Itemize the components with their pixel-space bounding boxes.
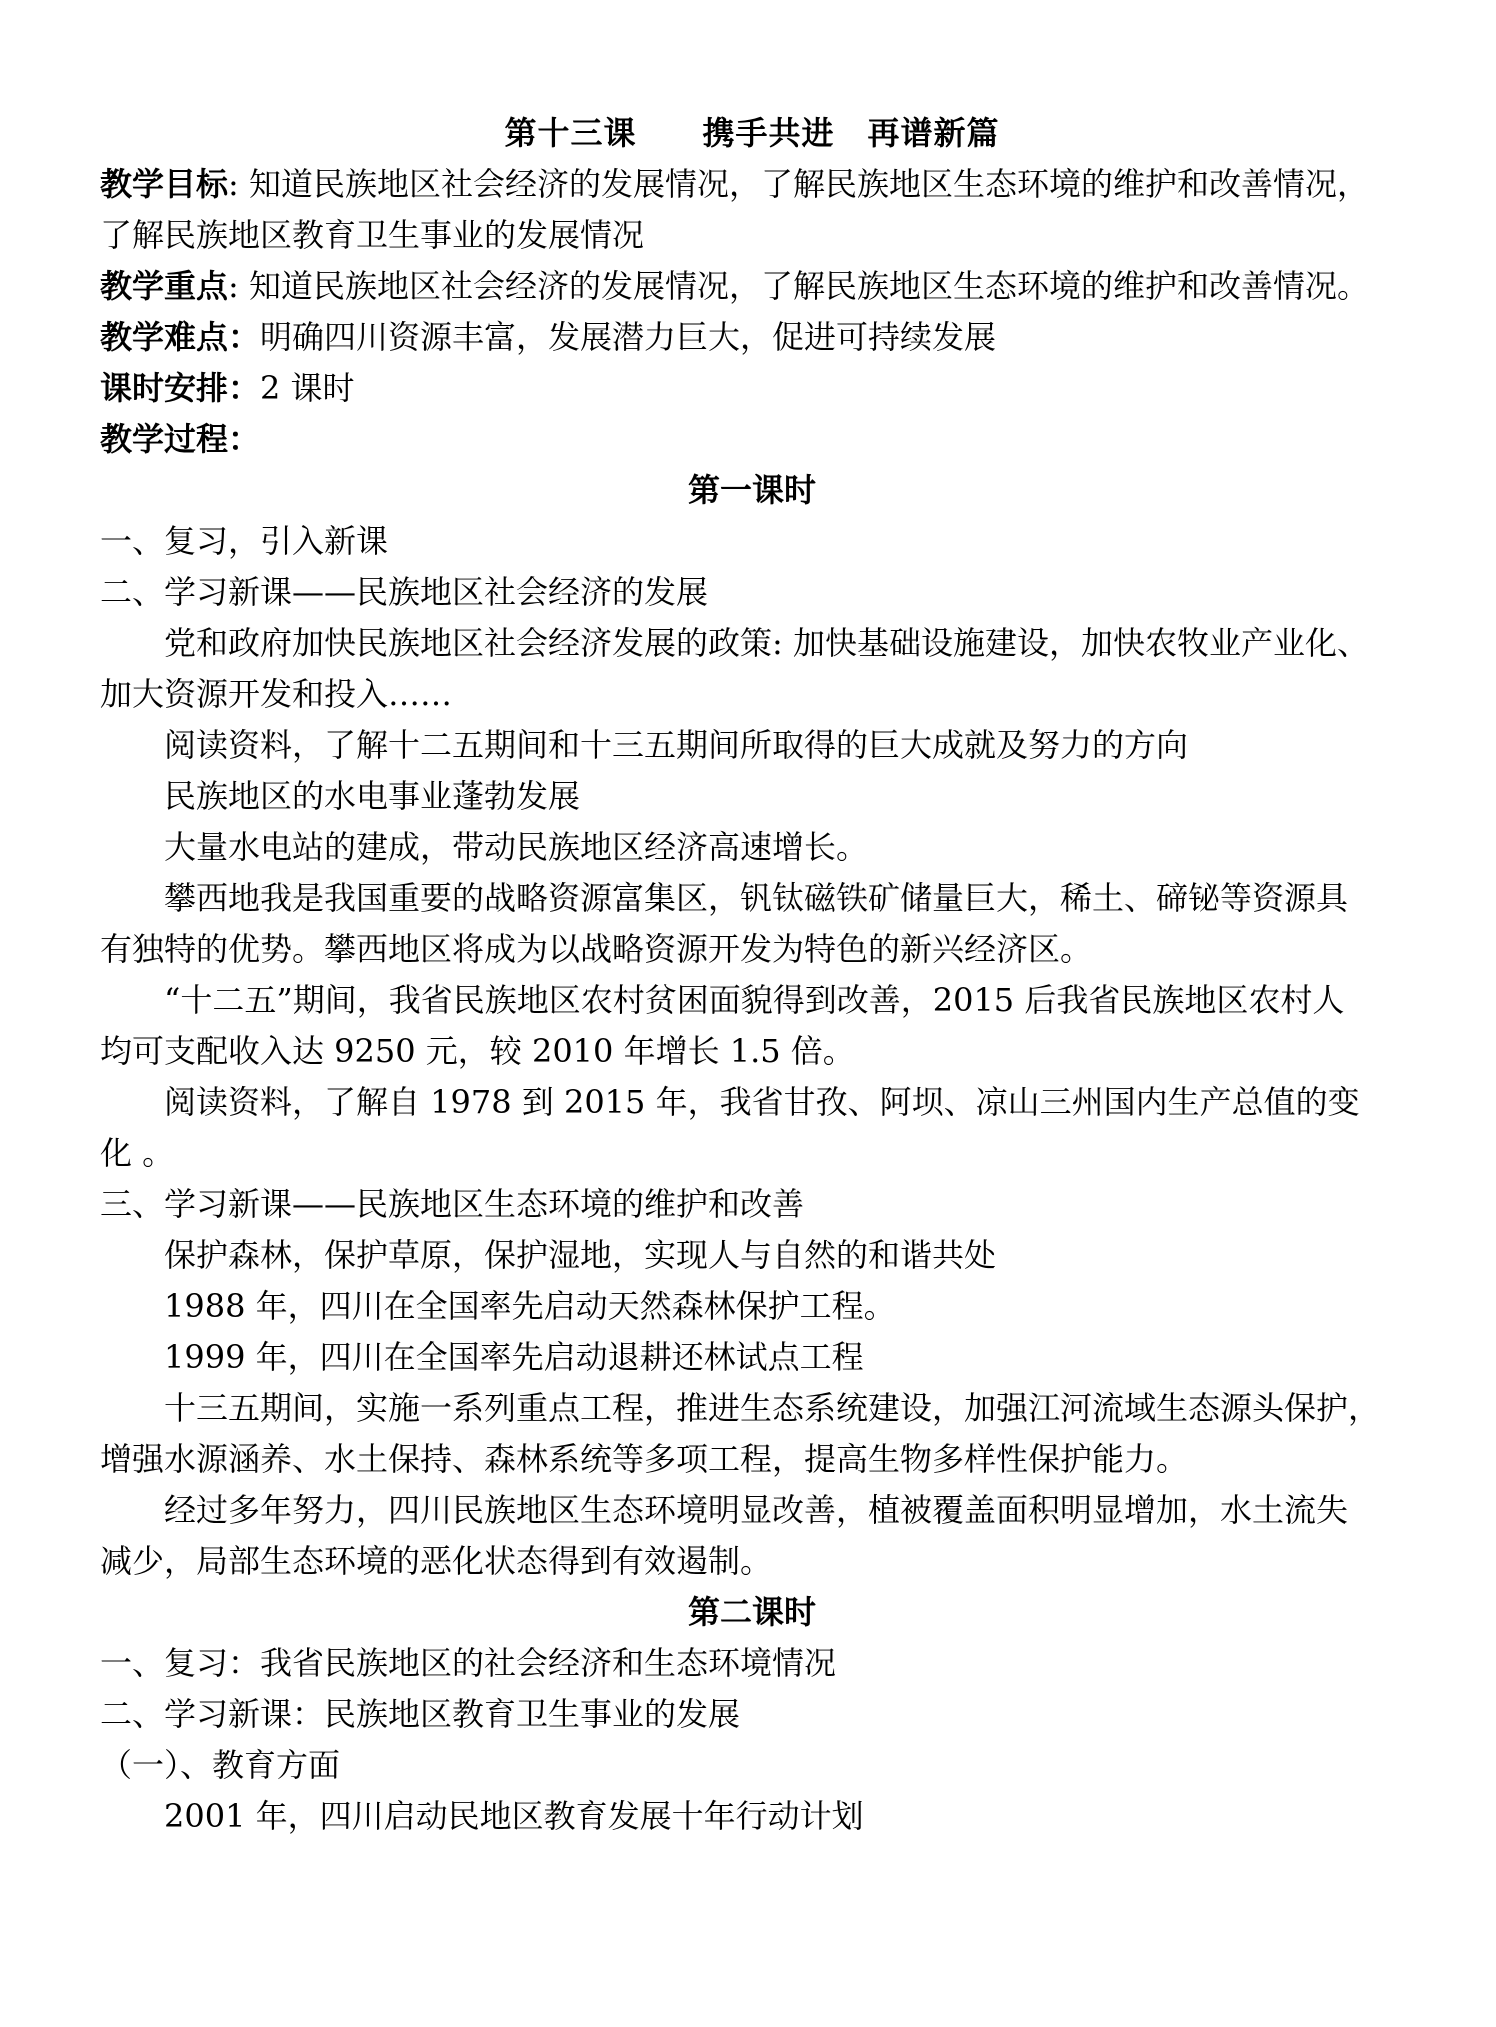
difficulty-text: 明确四川资源丰富，发展潜力巨大，促进可持续发展 <box>260 318 997 356</box>
lesson1-line: 加大资源开发和投入…… <box>100 675 453 713</box>
lesson1-line: “十二五”期间，我省民族地区农村贫困面貌得到改善，2015 后我省民族地区农村人 <box>164 981 1345 1019</box>
difficulty-line <box>100 312 1404 363</box>
lesson2-line: 二、学习新课：民族地区教育卫生事业的发展 <box>100 1695 741 1733</box>
objectives-continuation: 了解民族地区教育卫生事业的发展情况 <box>100 216 645 254</box>
schedule-text: 2 课时 <box>260 369 355 407</box>
lesson1-line: 有独特的优势。攀西地区将成为以战略资源开发为特色的新兴经济区。 <box>100 930 1093 968</box>
lesson1-line: 三、学习新课——民族地区生态环境的维护和改善 <box>100 1185 805 1223</box>
lesson1-line: 民族地区的水电事业蓬勃发展 <box>164 777 581 815</box>
lesson1-line: 1988 年，四川在全国率先启动天然森林保护工程。 <box>164 1287 896 1325</box>
page-title: 第十三课 携手共进 再谱新篇 <box>504 114 1000 152</box>
keypoints-label: 教学重点 <box>100 267 229 305</box>
lesson1-line: 十三五期间，实施一系列重点工程，推进生态系统建设，加强江河流域生态源头保护， <box>164 1389 1381 1427</box>
keypoints-text: : 知道民族地区社会经济的发展情况，了解民族地区生态环境的维护和改善情况。 <box>228 267 1369 305</box>
schedule-line <box>100 363 1404 414</box>
lesson1-heading: 第一课时 <box>687 471 816 509</box>
lesson1-line: 经过多年努力，四川民族地区生态环境明显改善，植被覆盖面积明显增加，水土流失 <box>164 1491 1349 1529</box>
objectives-text: : 知道民族地区社会经济的发展情况，了解民族地区生态环境的维护和改善情况， <box>228 165 1369 203</box>
lesson2-heading: 第二课时 <box>687 1593 816 1631</box>
lesson1-line: 二、学习新课——民族地区社会经济的发展 <box>100 573 709 611</box>
lesson2-line: 2001 年，四川启动民地区教育发展十年行动计划 <box>164 1797 864 1835</box>
objectives-label: 教学目标 <box>100 165 229 203</box>
lesson1-line: 保护森林，保护草原，保护湿地，实现人与自然的和谐共处 <box>164 1236 997 1274</box>
lesson1-line: 大量水电站的建成，带动民族地区经济高速增长。 <box>164 828 869 866</box>
process-label: 教学过程： <box>100 420 261 458</box>
lesson1-line: 阅读资料，了解十二五期间和十三五期间所取得的巨大成就及努力的方向 <box>164 726 1189 764</box>
lesson1-line: 一、复习，引入新课 <box>100 522 389 560</box>
lesson2-line: （一）、教育方面 <box>100 1746 341 1784</box>
lesson1-line: 1999 年，四川在全国率先启动退耕还林试点工程 <box>164 1338 864 1376</box>
lesson1-line: 攀西地我是我国重要的战略资源富集区，钒钛磁铁矿储量巨大，稀土、碲铋等资源具 <box>164 879 1349 917</box>
objectives-line <box>100 159 1404 210</box>
lesson1-line: 党和政府加快民族地区社会经济发展的政策: 加快基础设施建设，加快农牧业产业化、 <box>164 624 1369 662</box>
lesson1-line: 减少，局部生态环境的恶化状态得到有效遏制。 <box>100 1542 773 1580</box>
schedule-label: 课时安排： <box>100 369 261 407</box>
lesson1-line: 化 。 <box>100 1134 175 1172</box>
lesson1-line: 阅读资料，了解自 1978 到 2015 年，我省甘孜、阿坝、凉山三州国内生产总值的变 <box>164 1083 1360 1121</box>
lesson2-line: 一、复习：我省民族地区的社会经济和生态环境情况 <box>100 1644 837 1682</box>
keypoints-line <box>100 261 1404 312</box>
lesson1-line: 增强水源涵养、水土保持、森林系统等多项工程，提高生物多样性保护能力。 <box>100 1440 1189 1478</box>
lesson1-line: 均可支配收入达 9250 元，较 2010 年增长 1.5 倍。 <box>100 1032 855 1070</box>
difficulty-label: 教学难点： <box>100 318 261 356</box>
